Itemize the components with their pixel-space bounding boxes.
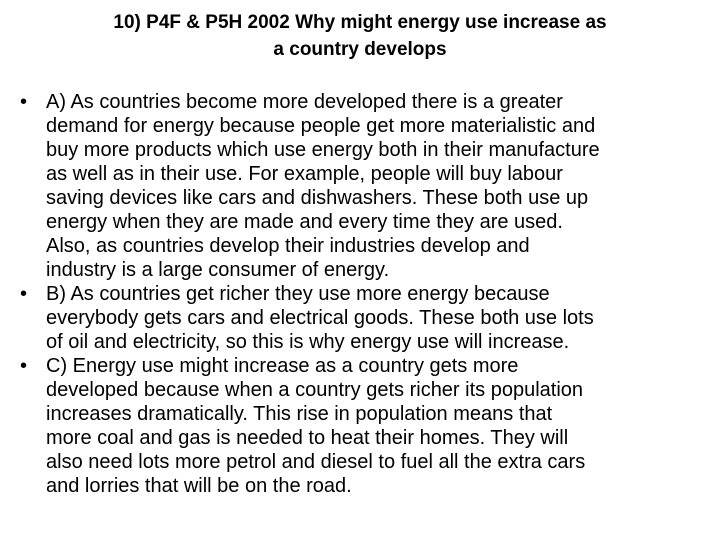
bullet-line: more coal and gas is needed to heat their homes. They will [46,427,569,449]
bullet-answer-b [20,282,720,354]
bullet-line: of oil and electricity, so this is why energy use will increase. [46,331,570,353]
bullet-line: also need lots more petrol and diesel to fuel all the extra cars [46,451,586,473]
bullet-line: increases dramatically. This rise in population means that [46,403,553,425]
bullet-dot-icon: • [20,91,28,113]
bullet-line: and lorries that will be on the road. [46,475,352,497]
bullet-line: demand for energy because people get more materialistic and [46,115,596,137]
bullet-line: saving devices like cars and dishwashers. These both use up [46,187,589,209]
bullet-line: B) As countries get richer they use more energy because [46,283,550,305]
bullet-dot-icon: • [20,355,28,377]
bullet-line: developed because when a country gets richer its population [46,379,584,401]
bullet-line: buy more products which use energy both in their manufacture [46,139,600,161]
slide-title [30,9,690,63]
bullet-line: everybody gets cars and electrical goods. These both use lots [46,307,594,329]
bullet-line: A) As countries become more developed there is a greater [46,91,563,113]
bullet-answer-c [20,354,720,498]
bullet-dot-icon: • [20,283,28,305]
bullet-line: as well as in their use. For example, people will buy labour [46,163,563,185]
bullet-list [20,90,720,498]
bullet-line: Also, as countries develop their industries develop and [46,235,530,257]
title-line-1: 10) P4F & P5H 2002 Why might energy use increase as [113,12,607,33]
title-line-2: a country develops [273,39,447,60]
bullet-answer-a [20,90,720,282]
bullet-line: C) Energy use might increase as a country gets more [46,355,519,377]
bullet-line: industry is a large consumer of energy. [46,259,390,281]
bullet-line: energy when they are made and every time they are used. [46,211,563,233]
